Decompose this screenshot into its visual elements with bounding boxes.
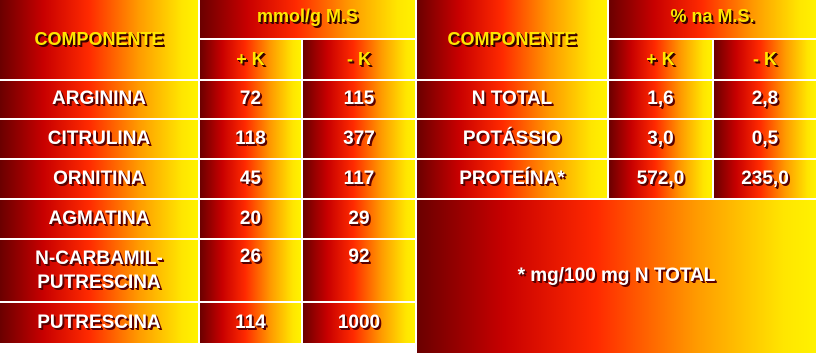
left-row-plus-text: 118 [235, 127, 266, 149]
right-row-minus-text: 2,8 [751, 88, 779, 110]
left-col-minus-k-label: - K [347, 48, 371, 69]
right-header-unit-label: % na M.S. [670, 6, 755, 26]
left-header-component-label: COMPONENTE [34, 28, 164, 49]
left-row-minus-text: 92 [348, 246, 370, 267]
left-row-plus-text: 26 [239, 246, 262, 267]
right-row-name [417, 81, 607, 118]
right-row-name-text: PROTEÍNA* [459, 167, 565, 189]
left-row-minus-text: 29 [348, 207, 370, 229]
right-row-name-text: POTÁSSIO [462, 127, 562, 149]
right-row-minus [714, 81, 816, 118]
left-row-plus-text: 45 [239, 167, 262, 189]
left-row-minus-text: 117 [343, 167, 375, 189]
right-row-plus-text: 3,0 [647, 127, 674, 149]
left-header-component [0, 0, 198, 79]
left-row-name-line1: N-CARBAMIL- [35, 247, 163, 269]
right-row-minus [714, 160, 816, 198]
right-row-minus-text: 0,5 [751, 127, 779, 149]
left-row-plus [200, 303, 301, 343]
left-row-minus [303, 120, 415, 158]
left-row-plus [200, 200, 301, 238]
right-row-name [417, 120, 607, 158]
left-row-minus [303, 240, 415, 301]
left-row-name-text: ORNITINA [53, 167, 145, 189]
left-row-name [0, 303, 198, 343]
left-row-minus [303, 160, 415, 198]
left-col-plus-k [200, 40, 301, 79]
right-col-plus-k-label: + K [646, 48, 675, 69]
right-col-plus-k [609, 40, 712, 79]
right-footnote-cell [417, 200, 816, 353]
left-row-name-text: PUTRESCINA [37, 311, 161, 333]
right-row-plus [609, 81, 712, 118]
left-row-plus [200, 81, 301, 118]
left-row-plus-text: 72 [239, 88, 262, 110]
left-row-plus [200, 240, 301, 301]
left-row-name [0, 160, 198, 198]
left-header-unit-label: mmol/g M.S [256, 6, 358, 26]
left-row-plus-text: 114 [235, 311, 266, 333]
left-row-minus [303, 303, 415, 343]
left-row-plus [200, 160, 301, 198]
left-row-plus-text: 20 [239, 207, 262, 229]
right-row-minus-text: 235,0 [741, 167, 789, 189]
right-col-minus-k [714, 40, 816, 79]
footnote-text: * mg/100 mg N TOTAL [517, 265, 716, 287]
left-col-plus-k-label: + K [236, 48, 265, 69]
left-row-name-line2: PUTRESCINA [37, 271, 161, 293]
right-row-plus-text: 572,0 [636, 167, 685, 189]
left-row-name [0, 120, 198, 158]
right-row-plus [609, 120, 712, 158]
right-row-plus [609, 160, 712, 198]
left-row-minus [303, 81, 415, 118]
left-row-minus-text: 1000 [337, 311, 381, 333]
left-row-plus [200, 120, 301, 158]
right-col-minus-k-label: - K [753, 48, 777, 69]
left-row-name [0, 240, 198, 301]
left-row-minus-text: 377 [343, 127, 375, 149]
left-col-minus-k [303, 40, 415, 79]
left-row-name [0, 81, 198, 118]
left-header-unit [200, 0, 415, 38]
left-row-name-text: CITRULINA [47, 127, 151, 149]
left-row-name-text: AGMATINA [48, 207, 150, 229]
right-row-name [417, 160, 607, 198]
right-header-component-label: COMPONENTE [447, 28, 577, 49]
left-row-name [0, 200, 198, 238]
right-header-unit [609, 0, 816, 38]
right-row-plus-text: 1,6 [647, 88, 674, 110]
right-row-name-text: N TOTAL [471, 88, 553, 110]
right-row-minus [714, 120, 816, 158]
left-row-minus [303, 200, 415, 238]
left-row-minus-text: 115 [343, 88, 375, 110]
left-row-name-text: ARGININA [52, 88, 146, 110]
right-header-component [417, 0, 607, 79]
